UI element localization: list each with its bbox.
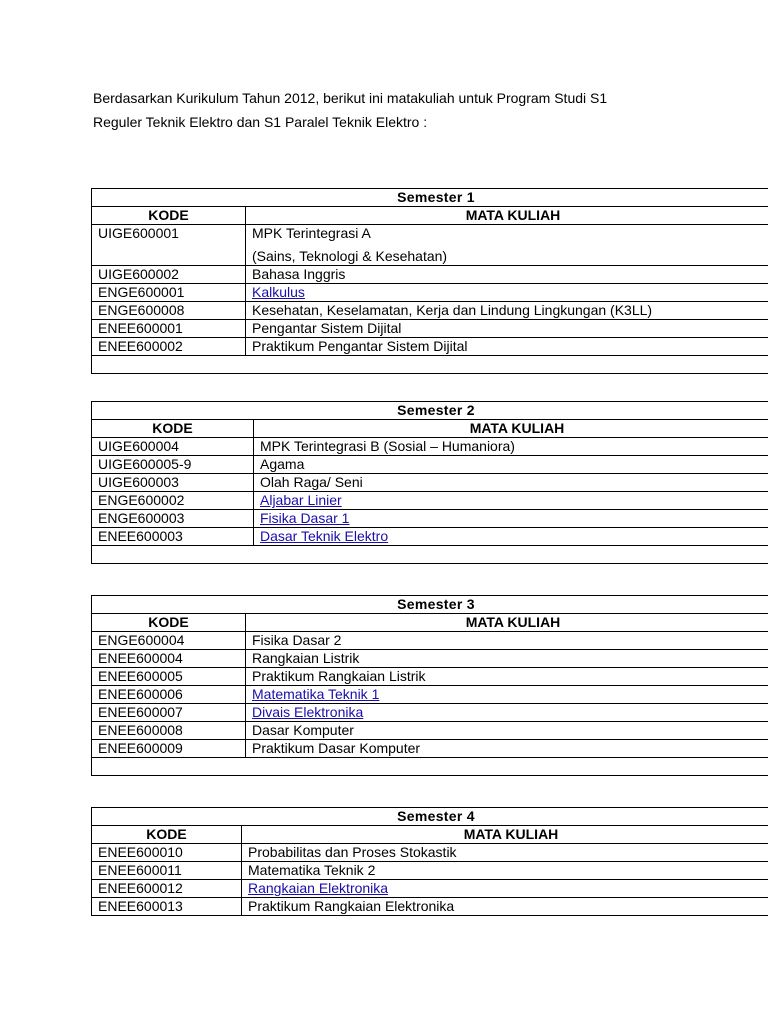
course-name-cell	[242, 898, 768, 916]
table-row	[92, 456, 768, 474]
course-name-cell	[254, 456, 768, 474]
course-name-cell	[246, 686, 768, 704]
table-row	[92, 650, 768, 668]
course-code: ENEE600007	[92, 704, 246, 722]
table-row	[92, 668, 768, 686]
empty-row	[92, 758, 768, 776]
table-row	[92, 474, 768, 492]
course-code: ENGE600001	[92, 284, 246, 302]
column-header-mata-kuliah: MATA KULIAH	[246, 614, 768, 632]
course-name-cell	[254, 492, 768, 510]
course-name-cell	[242, 844, 768, 862]
course-name: Praktikum Pengantar Sistem Dijital	[252, 338, 468, 354]
course-name: Bahasa Inggris	[252, 266, 346, 282]
table-row	[92, 880, 768, 898]
course-name-cell	[254, 438, 768, 456]
semester-4-table	[91, 807, 768, 916]
course-name: Agama	[260, 456, 305, 472]
course-name-cell	[246, 302, 768, 320]
course-code: ENGE600003	[92, 510, 254, 528]
course-name: Praktikum Rangkaian Elektronika	[248, 898, 455, 914]
course-code: ENEE600002	[92, 338, 246, 356]
table-row	[92, 492, 768, 510]
semester-title: Semester 4	[92, 808, 768, 826]
table-row	[92, 704, 768, 722]
course-name-cell	[242, 880, 768, 898]
course-link[interactable]: Rangkaian Elektronika	[248, 880, 389, 896]
table-row	[92, 302, 768, 320]
course-code: ENEE600001	[92, 320, 246, 338]
table-row	[92, 844, 768, 862]
course-name: Praktikum Rangkaian Listrik	[252, 668, 426, 684]
course-name: Rangkaian Listrik	[252, 650, 360, 666]
course-name-cell	[246, 740, 768, 758]
intro-line-2: Reguler Teknik Elektro dan S1 Paralel Teknik Elektro :	[93, 114, 428, 130]
table-row	[92, 632, 768, 650]
column-header-kode: KODE	[92, 207, 246, 225]
course-name: MPK Terintegrasi B (Sosial – Humaniora)	[260, 438, 515, 454]
column-header-mata-kuliah: MATA KULIAH	[254, 420, 768, 438]
course-name-cell	[246, 225, 768, 266]
course-name: Fisika Dasar 2	[252, 632, 342, 648]
course-code: ENGE600004	[92, 632, 246, 650]
course-name-cell	[242, 862, 768, 880]
course-name: Olah Raga/ Seni	[260, 474, 363, 490]
table-row	[92, 740, 768, 758]
course-name-cell	[246, 284, 768, 302]
course-name-cell	[246, 704, 768, 722]
course-code: UIGE600005-9	[92, 456, 254, 474]
course-name: MPK Terintegrasi A	[252, 225, 371, 241]
table-row	[92, 284, 768, 302]
course-code: ENEE600004	[92, 650, 246, 668]
table-row	[92, 338, 768, 356]
course-code: ENEE600009	[92, 740, 246, 758]
empty-cell	[92, 356, 768, 374]
column-header-mata-kuliah: MATA KULIAH	[246, 207, 768, 225]
course-code: UIGE600002	[92, 266, 246, 284]
course-name-cell	[254, 510, 768, 528]
semester-3-table	[91, 595, 768, 776]
course-link[interactable]: Fisika Dasar 1	[260, 510, 350, 526]
course-code: ENEE600006	[92, 686, 246, 704]
course-name: Dasar Komputer	[252, 722, 354, 738]
course-code: ENEE600010	[92, 844, 242, 862]
empty-row	[92, 546, 768, 564]
course-code: ENEE600012	[92, 880, 242, 898]
intro-line-1: Berdasarkan Kurikulum Tahun 2012, berikut ini matakuliah untuk Program Studi S1	[93, 90, 608, 106]
course-name: Matematika Teknik 2	[248, 862, 376, 878]
course-name-cell	[246, 650, 768, 668]
table-row	[92, 898, 768, 916]
course-name-cell	[246, 266, 768, 284]
course-name: Kesehatan, Keselamatan, Kerja dan Lindung Lingkungan (K3LL)	[252, 302, 653, 318]
course-name-cell	[246, 632, 768, 650]
course-code: ENEE600011	[92, 862, 242, 880]
table-row	[92, 438, 768, 456]
semester-title: Semester 1	[92, 189, 768, 207]
course-link[interactable]: Aljabar Linier	[260, 492, 342, 508]
course-name: Praktikum Dasar Komputer	[252, 740, 421, 756]
table-row	[92, 320, 768, 338]
course-link[interactable]: Dasar Teknik Elektro	[260, 528, 389, 544]
intro-paragraph	[93, 86, 753, 134]
table-row	[92, 510, 768, 528]
semester-title: Semester 2	[92, 402, 768, 420]
course-name-cell	[246, 722, 768, 740]
course-name-cell	[254, 528, 768, 546]
course-name-cell	[246, 668, 768, 686]
semester-2-table	[91, 401, 768, 564]
table-row	[92, 686, 768, 704]
semester-title: Semester 3	[92, 596, 768, 614]
table-row	[92, 225, 768, 266]
semester-1-table	[91, 188, 768, 374]
course-code: ENEE600013	[92, 898, 242, 916]
course-name-cell	[246, 338, 768, 356]
course-name: Pengantar Sistem Dijital	[252, 320, 402, 336]
column-header-kode: KODE	[92, 614, 246, 632]
course-name-cell	[254, 474, 768, 492]
course-name-subtitle: (Sains, Teknologi & Kesehatan)	[252, 248, 448, 264]
table-row	[92, 722, 768, 740]
course-name: Probabilitas dan Proses Stokastik	[248, 844, 457, 860]
empty-cell	[92, 546, 768, 564]
course-name-cell	[246, 320, 768, 338]
course-link[interactable]: Kalkulus	[252, 284, 305, 300]
course-link[interactable]: Matematika Teknik 1	[252, 686, 380, 702]
table-row	[92, 266, 768, 284]
column-header-kode: KODE	[92, 826, 242, 844]
column-header-mata-kuliah: MATA KULIAH	[242, 826, 768, 844]
empty-cell	[92, 758, 768, 776]
course-code: ENEE600005	[92, 668, 246, 686]
course-code: UIGE600004	[92, 438, 254, 456]
course-code: ENEE600003	[92, 528, 254, 546]
course-code: UIGE600003	[92, 474, 254, 492]
course-code: ENEE600008	[92, 722, 246, 740]
course-code: ENGE600002	[92, 492, 254, 510]
course-code: UIGE600001	[92, 225, 246, 266]
empty-row	[92, 356, 768, 374]
course-link[interactable]: Divais Elektronika	[252, 704, 364, 720]
table-row	[92, 528, 768, 546]
course-code: ENGE600008	[92, 302, 246, 320]
column-header-kode: KODE	[92, 420, 254, 438]
table-row	[92, 862, 768, 880]
